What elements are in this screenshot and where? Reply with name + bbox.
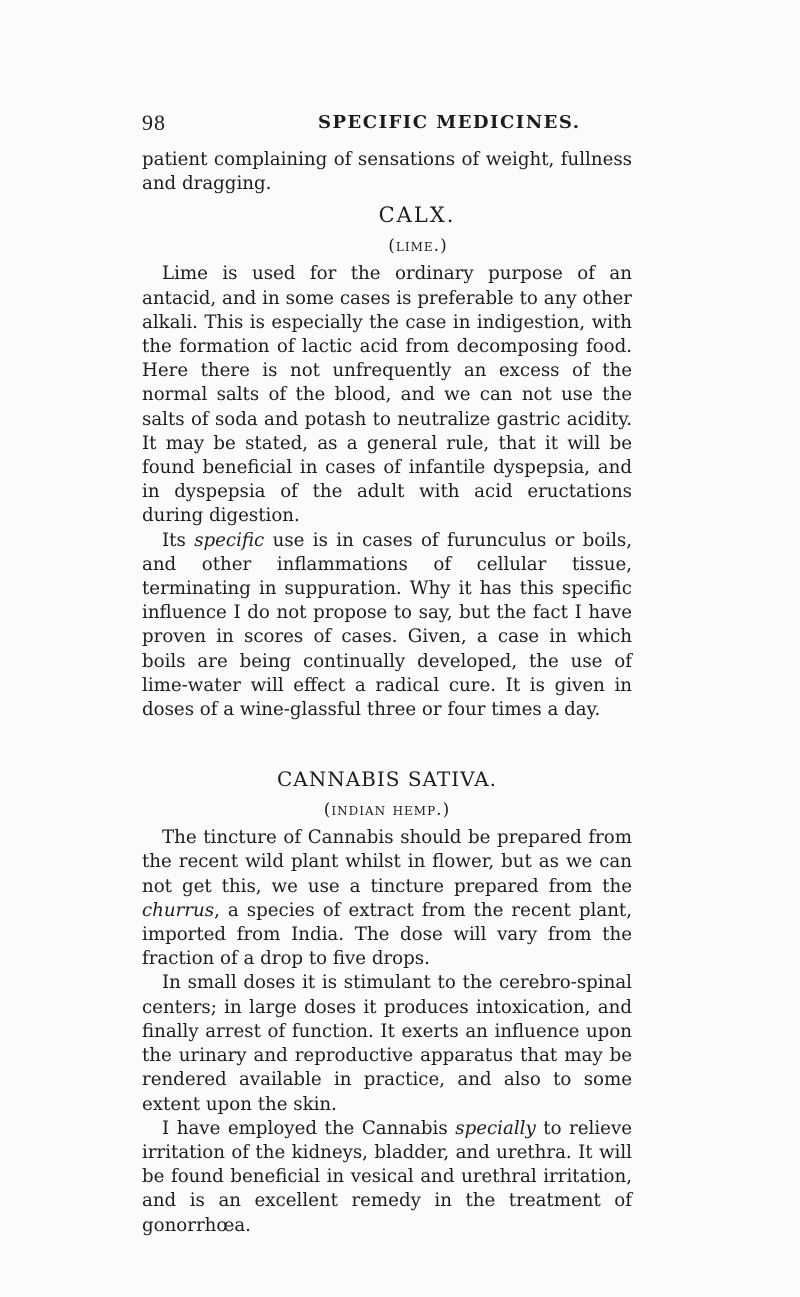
intro-paragraph: patient complaining of sensations of weight, fullness and dragging. [142,149,632,195]
calx-p2-lead: Its [162,529,195,551]
cannabis-p1-rest: , a species of extract from the recent plant, imported from India. The dose will vary from the fraction of a drop to five drops. [142,899,632,970]
cannabis-p3-rest: to relieve irritation of the kidneys, bladder, and urethra. It will be found beneficial in vesical and urethral irritation, and is an excellent remedy in the treatment of gonorrhœa. [142,1117,632,1236]
cannabis-paragraph-3 [142,1117,632,1238]
calx-subheading: (lime.) [388,236,448,257]
cannabis-p1-emphasis: churrus [142,899,215,921]
calx-p2-rest: use is in cases of furunculus or boils, and other inflammations of cellular tissue, terminating in suppuration. Why it has this specific influence I do not propose to say, but the fact I have proven in scores of cases. Given, a case in which boils are being continually developed, the use of lime-water will effect a radical cure. It is given in doses of a wine-glassful three or four times a day. [142,529,633,721]
cannabis-paragraph-2: In small doses it is stimulant to the cerebro-spinal centers; in large doses it produces intoxication, and finally arrest of function. It exerts an influence upon the urinary and reproductive apparatus that may be rendered available in practice, and also to some extent upon the skin. [142,972,632,1115]
body-text [142,148,632,1238]
cannabis-subheading: (indian hemp.) [323,800,451,821]
cannabis-p3-emphasis: specially [455,1117,536,1139]
running-head [142,110,622,136]
cannabis-heading: CANNABIS SATIVA. [276,767,498,792]
calx-paragraph-1: Lime is used for the ordinary purpose of an antacid, and in some cases is preferable to any other alkali. This is especially the case in indigestion, with the formation of lactic acid from decomposing food. Here there is not unfrequently an excess of the normal salts of the blood, and we can not use the salts of soda and potash to neutralize gastric acidity. It may be stated, as a general rule, that it will be found beneficial in cases of infantile dyspepsia, and in dyspepsia of the adult with acid eructations during digestion. [142,263,632,527]
cannabis-paragraph-1 [142,826,632,971]
running-title: SPECIFIC MEDICINES. [318,112,581,133]
page-number: 98 [142,110,166,135]
calx-paragraph-2 [142,529,632,723]
calx-heading: CALX. [378,203,456,228]
cannabis-p1-lead: The tincture of Cannabis should be prepared from the recent wild plant whilst in flower, but as we can not get this, we use a tincture prepared from the [142,827,632,897]
calx-p2-emphasis: specific [194,529,265,551]
cannabis-p3-lead: I have employed the Cannabis [162,1117,456,1139]
